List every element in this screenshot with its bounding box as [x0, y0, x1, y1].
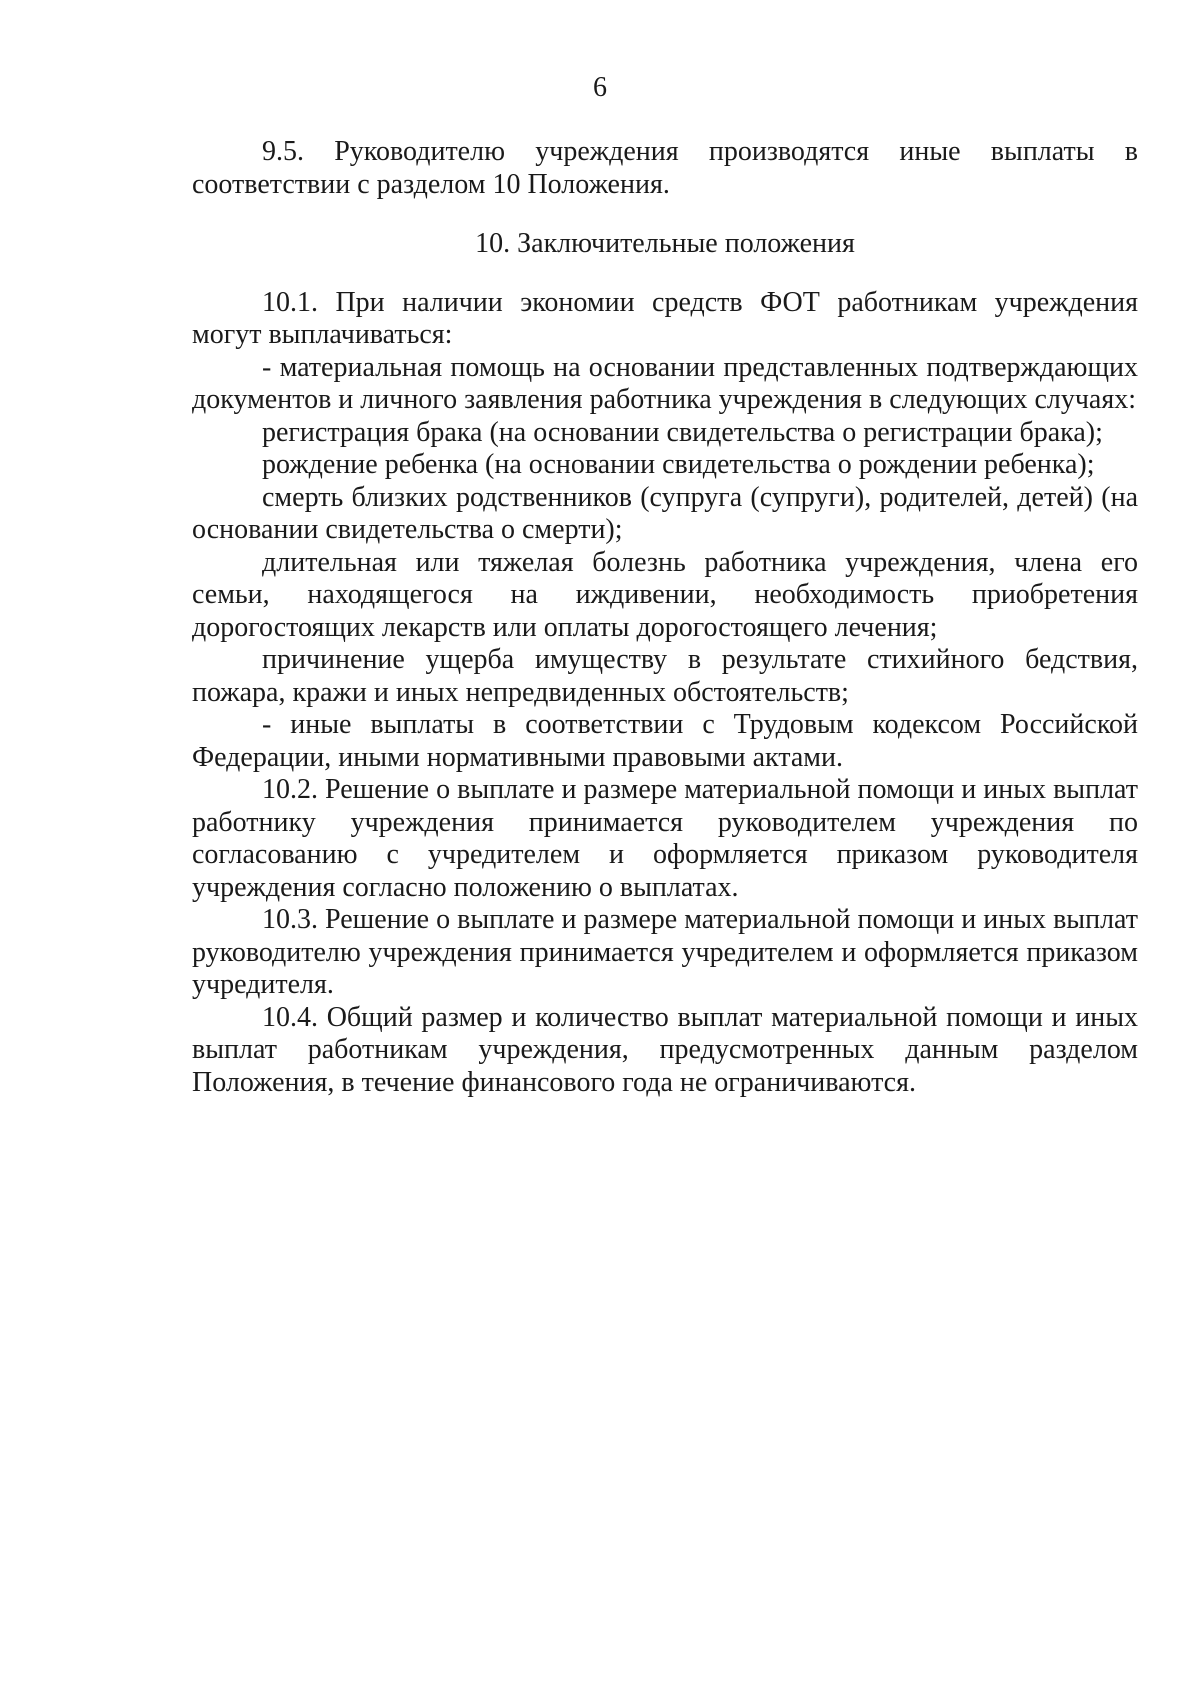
- page-number: 6: [593, 72, 607, 103]
- section-heading: 10. Заключительные положения: [475, 228, 855, 259]
- list-item-illness: длительная или тяжелая болезнь работника учреждения, члена его семьи, находящегося на иждивении, необходимость приобретения дорогостоящих лекарств или оплаты дорогостоящего лечения;: [192, 546, 1138, 643]
- list-item-marriage: регистрация брака (на основании свидетельства о регистрации брака);: [262, 416, 1103, 448]
- paragraph-other-payments: - иные выплаты в соответствии с Трудовым кодексом Российской Федерации, иными нормативными правовыми актами.: [192, 709, 1138, 773]
- paragraph-material-aid: - материальная помощь на основании представленных подтверждающих документов и личного заявления работника учреждения в следующих случаях:: [192, 351, 1138, 415]
- list-item-damage: причинение ущерба имуществу в результате стихийного бедствия, пожара, кражи и иных непредвиденных обстоятельств;: [192, 644, 1138, 708]
- paragraph-10-2: 10.2. Решение о выплате и размере материальной помощи и иных выплат работнику учреждения принимается руководителем учреждения по согласованию с учредителем и оформляется приказом руководителя учреждения согласно положению о выплатах.: [192, 774, 1138, 903]
- paragraph-10-4: 10.4. Общий размер и количество выплат материальной помощи и иных выплат работникам учреждения, предусмотренных данным разделом Положения, в течение финансового года не ограничиваются.: [192, 1001, 1138, 1098]
- list-item-death: смерть близких родственников (супруга (супруги), родителей, детей) (на основании свидетельства о смерти);: [192, 481, 1138, 545]
- document-body: [192, 136, 1138, 1099]
- paragraph-10-1: 10.1. При наличии экономии средств ФОТ работникам учреждения могут выплачиваться:: [192, 286, 1138, 350]
- paragraph-9-5: 9.5. Руководителю учреждения производятся иные выплаты в соответствии с разделом 10 Положения.: [192, 136, 1138, 200]
- paragraph-10-3: 10.3. Решение о выплате и размере материальной помощи и иных выплат руководителю учреждения принимается учредителем и оформляется приказом учредителя.: [192, 904, 1138, 1000]
- list-item-birth: рождение ребенка (на основании свидетельства о рождении ребенка);: [262, 449, 1095, 480]
